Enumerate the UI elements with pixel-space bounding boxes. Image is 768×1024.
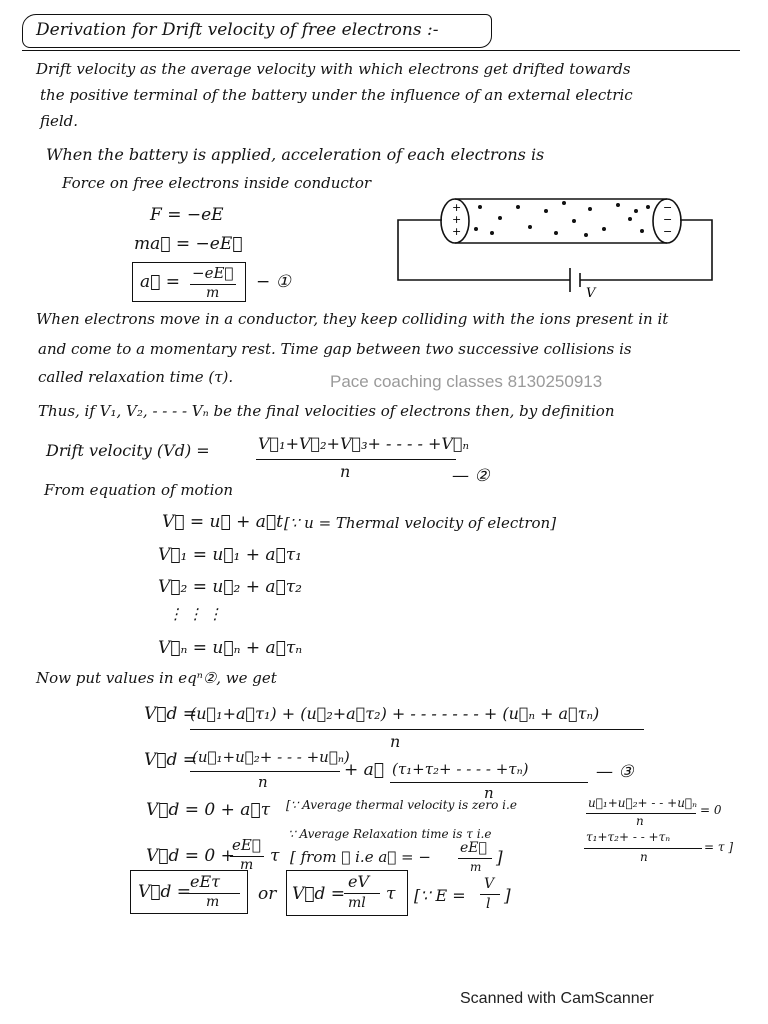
equation-motion: V⃗ = u⃗ + a⃗t <box>162 512 283 532</box>
definition-line-1: Drift velocity as the average velocity with which electrons get drifted towards <box>36 60 631 78</box>
note-relaxation-end: = τ ] <box>704 840 734 854</box>
vd-line2-plus: + a⃗ <box>344 760 384 780</box>
vd-line2-denominator-2: n <box>484 784 494 802</box>
positive-sign: + <box>452 225 462 238</box>
vd-line4-note-numerator: eE⃗ <box>460 840 487 856</box>
final-2-denominator: ml <box>348 895 366 911</box>
vd-line1-fraction-bar <box>190 729 644 730</box>
final-2-numerator: eV <box>348 872 370 891</box>
drift-definition-numerator: V⃗₁+V⃗₂+V⃗₃+ - - - - +V⃗ₙ <box>258 434 470 453</box>
vd-line1-lhs: V⃗d = <box>144 704 198 724</box>
collision-line-1: When electrons move in a conductor, they keep colliding with the ions present in it <box>36 310 669 328</box>
note-thermal-text: [∵ Average thermal velocity is zero i.e <box>286 798 517 812</box>
equation-v2: V⃗₂ = u⃗₂ + a⃗τ₂ <box>158 577 302 597</box>
vd-line2-numerator-2: (τ₁+τ₂+ - - - - +τₙ) <box>392 760 529 778</box>
scanner-footer: Scanned with CamScanner <box>460 990 654 1007</box>
battery-line: When the battery is applied, acceleration of each electrons is <box>46 145 545 164</box>
note-relaxation-text: ∵ Average Relaxation time is τ i.e <box>288 827 492 841</box>
final-velocities-line: Thus, if V₁, V₂, - - - - Vₙ be the final velocities of electrons then, by definition <box>38 402 615 420</box>
vd-line4-denominator: m <box>240 857 254 873</box>
vd-line2-lhs: V⃗d = <box>144 750 198 770</box>
note-relaxation-fraction-bar <box>584 848 702 849</box>
vd-line2-denominator-1: n <box>258 773 268 791</box>
note-thermal-end: = 0 <box>700 803 722 817</box>
vd-line1-numerator: (u⃗₁+a⃗τ₁) + (u⃗₂+a⃗τ₂) + - - - - - - - + (u⃗ₙ + a⃗τₙ) <box>190 704 600 723</box>
final-1-denominator: m <box>206 894 220 910</box>
vd-line4-tau: τ <box>270 846 280 866</box>
vd-line4-note-fraction-bar <box>458 858 492 859</box>
equation-force: F = −eE <box>150 205 224 225</box>
acceleration-lhs: a⃗ = <box>140 272 180 292</box>
battery-label: V <box>586 286 596 300</box>
vd-line4-numerator: eE⃗ <box>232 836 261 854</box>
positive-sign: + <box>452 213 462 226</box>
drift-definition-denominator: n <box>340 462 351 481</box>
or-text: or <box>258 884 277 904</box>
vd-line4-lhs: V⃗d = 0 + <box>146 846 235 866</box>
equation-3-tag: — ③ <box>596 762 634 782</box>
final-note-numerator: V <box>484 876 495 892</box>
negative-sign: − <box>663 201 673 214</box>
force-line: Force on free electrons inside conductor <box>62 174 372 192</box>
equation-vn: V⃗ₙ = u⃗ₙ + a⃗τₙ <box>158 638 303 658</box>
acceleration-denominator: m <box>206 285 220 301</box>
vd-line4-note-denominator: m <box>470 860 482 874</box>
final-note-end: ] <box>504 886 511 906</box>
final-2-tau: τ <box>386 884 396 904</box>
final-2-fraction-bar <box>344 893 380 894</box>
final-1-lhs: V⃗d = <box>138 882 192 902</box>
vd-line2-fraction-bar-2 <box>390 782 588 783</box>
note-relaxation-denominator: n <box>640 850 648 864</box>
vd-line3: V⃗d = 0 + a⃗τ <box>146 800 271 820</box>
page-title: Derivation for Drift velocity of free electrons :- <box>36 20 439 40</box>
conductor-circuit-diagram <box>380 185 720 300</box>
collision-line-2: and come to a momentary rest. Time gap between two successive collisions is <box>38 340 632 358</box>
motion-line: From equation of motion <box>44 481 234 499</box>
title-underline <box>22 50 740 51</box>
drift-definition-fraction-bar <box>256 459 456 460</box>
definition-line-3: field. <box>40 112 79 130</box>
positive-sign: + <box>452 201 462 214</box>
note-thermal-numerator: u⃗₁+u⃗₂+ - - +u⃗ₙ <box>588 796 697 810</box>
watermark: Pace coaching classes 8130250913 <box>330 372 603 391</box>
vd-line4-note-end: ] <box>496 848 503 868</box>
vd-line2-fraction-bar-1 <box>190 771 340 772</box>
vd-line2-numerator-1: (u⃗₁+u⃗₂+ - - - +u⃗ₙ) <box>192 748 350 766</box>
collision-line-3: called relaxation time (τ). <box>38 368 234 386</box>
vd-line4-note: [ from ① i.e a⃗ = − <box>290 848 431 866</box>
acceleration-numerator: −eE⃗ <box>192 264 234 282</box>
final-note-fraction-bar <box>480 894 500 895</box>
equation-1-tag: − ① <box>256 272 291 292</box>
drift-definition-lhs: Drift velocity (Vd) = <box>46 441 210 460</box>
free-electron-dots <box>474 201 650 237</box>
negative-sign: − <box>663 225 673 238</box>
equation-ma: ma⃗ = −eE⃗ <box>134 234 243 254</box>
definition-line-2: the positive terminal of the battery under the influence of an external electric <box>40 86 633 104</box>
final-note-denominator: l <box>486 896 491 912</box>
put-values-line: Now put values in eqⁿ②, we get <box>36 669 277 687</box>
equation-v1: V⃗₁ = u⃗₁ + a⃗τ₁ <box>158 545 302 565</box>
equation-2-tag: — ② <box>452 466 490 486</box>
equation-motion-note: [∵ u = Thermal velocity of electron] <box>284 514 557 532</box>
final-note: [∵ E = <box>414 886 466 905</box>
note-relaxation-numerator: τ₁+τ₂+ - - +τₙ <box>586 830 671 844</box>
vd-line1-denominator: n <box>390 732 401 751</box>
equation-dots: ⋮ ⋮ ⋮ <box>168 605 223 623</box>
negative-sign: − <box>663 213 673 226</box>
final-1-numerator: eEτ <box>190 872 220 891</box>
final-2-lhs: V⃗d = <box>292 884 346 904</box>
note-thermal-denominator: n <box>636 814 644 828</box>
